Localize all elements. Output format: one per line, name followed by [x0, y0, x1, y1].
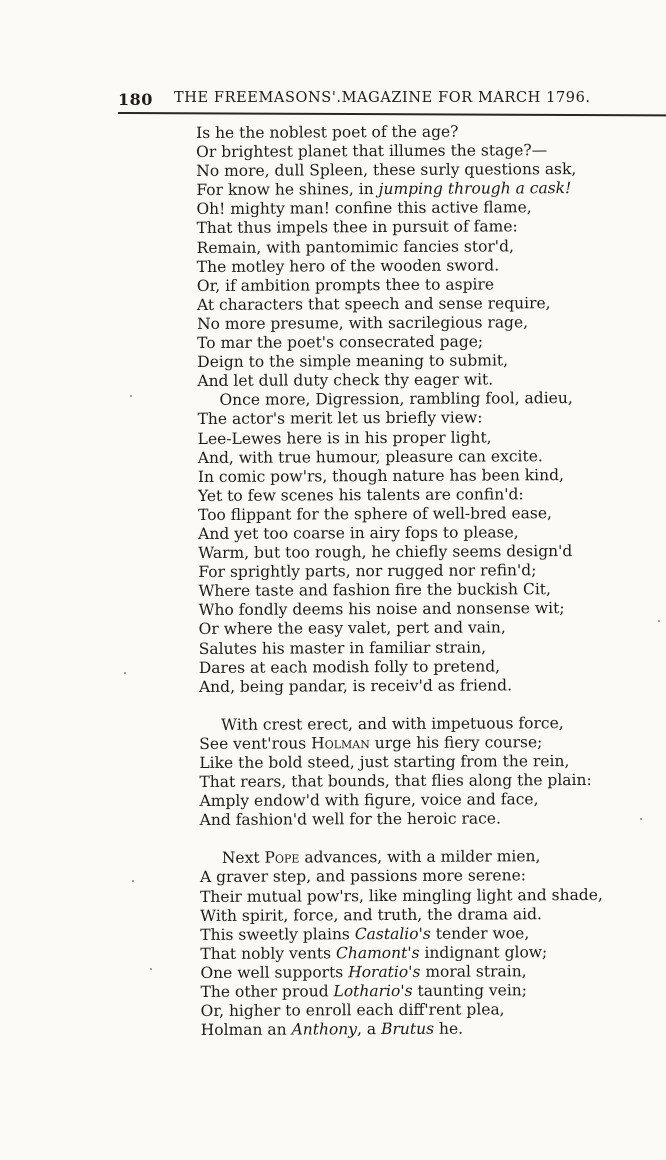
poem-line: Or, higher to enroll each diff'rent plea, [200, 1000, 505, 1021]
poem-line: Where taste and fashion fire the buckish Cit, [198, 580, 551, 601]
poem-line: For know he shines, in jumping through a cask! [196, 179, 572, 200]
poem-line: Once more, Digression, rambling fool, adieu, [219, 389, 573, 410]
poem-line: Amply endow'd with figure, voice and face, [199, 790, 539, 811]
poem-line: At characters that speech and sense require, [196, 293, 551, 314]
poem-line: Or, if ambition prompts thee to aspire [196, 275, 495, 295]
poem-line: This sweetly plains Castalio's tender woe, [200, 924, 530, 944]
poem-line: Or brightest planet that illumes the stage?— [196, 141, 548, 162]
poem-line: For sprightly parts, nor rugged nor refin'd; [198, 561, 537, 582]
poem-line: Lee-Lewes here is in his proper light, [197, 427, 492, 448]
poem-line: Remain, with pantomimic fancies stor'd, [196, 236, 514, 257]
poem-line: That rears, that bounds, that flies along the plain: [199, 771, 592, 792]
poem-line: No more, dull Spleen, these surly questions ask, [196, 160, 577, 181]
poem-line: Dares at each modish folly to pretend, [198, 657, 501, 677]
poem-line: Who fondly deems his noise and nonsense wit; [198, 599, 565, 620]
poem-line: Too flippant for the sphere of well-bred ease, [197, 504, 553, 524]
poem-line: The other proud Lothario's taunting vein; [200, 981, 528, 1002]
poem-line: No more presume, with sacrilegious rage, [196, 313, 529, 333]
poem-line: One well supports Horatio's moral strain, [200, 962, 527, 982]
poem-line: And let dull duty check thy eager wit. [197, 370, 494, 391]
poem-line: Salutes his master in familiar strain, [198, 638, 487, 658]
poem-line: The motley hero of the wooden sword. [196, 256, 500, 276]
poem-line: Oh! mighty man! confine this active flame, [196, 198, 532, 219]
poem-line: That thus impels thee in pursuit of fame: [196, 217, 518, 238]
poem-line: Is he the noblest poet of the age? [196, 122, 459, 142]
poem-line: That nobly vents Chamont's indignant glow; [200, 943, 548, 963]
poem-line: In comic pow'rs, though nature has been kind, [197, 465, 564, 486]
stanza-break [199, 694, 659, 715]
poem-line: The actor's merit let us briefly view: [197, 408, 483, 429]
poem-line: With crest erect, and with impetuous force, [221, 713, 564, 734]
poem-line: Their mutual pow'rs, like mingling light and shade, [199, 885, 603, 906]
paper-speck [658, 620, 660, 622]
poem-line: Warm, but too rough, he chiefly seems design'd [198, 542, 573, 563]
paper-speck [124, 672, 126, 674]
poem-line: And, being pandar, is receiv'd as friend. [198, 676, 513, 696]
poem-line: And yet too coarse in airy fops to please, [198, 523, 519, 543]
poem-line: Holman an Anthony, a Brutus he. [200, 1019, 464, 1040]
poem-line: Yet to few scenes his talents are confin'd: [197, 485, 524, 505]
poem-line: Next Pope advances, with a milder mien, [221, 847, 541, 868]
running-title: THE FREEMASONS'.MAGAZINE FOR MARCH 1796. [174, 90, 591, 106]
poem-line: And, with true humour, pleasure can excite. [197, 446, 543, 467]
poem-line: And fashion'd well for the heroic race. [199, 809, 501, 830]
poem-text [196, 122, 661, 1041]
poem-line: See vent'rous Holman urge his fiery course; [199, 733, 543, 753]
page-header [118, 86, 666, 116]
paper-speck [132, 880, 134, 882]
paper-speck [150, 968, 152, 970]
page-number: 180 [118, 90, 153, 109]
paper-speck [640, 818, 642, 820]
poem-line: To mar the poet's consecrated page; [197, 332, 484, 353]
poem-line: With spirit, force, and truth, the drama aid. [200, 904, 542, 925]
poem-line: Deign to the simple meaning to submit, [197, 351, 509, 372]
poem-line: Like the bold steed, just starting from the rein, [199, 752, 570, 772]
stanza-break [200, 828, 660, 849]
poem-line: A graver step, and passions more serene: [199, 866, 527, 887]
poem-line: Or where the easy valet, pert and vain, [198, 618, 506, 639]
header-rule [118, 112, 666, 116]
paper-speck [130, 395, 132, 397]
